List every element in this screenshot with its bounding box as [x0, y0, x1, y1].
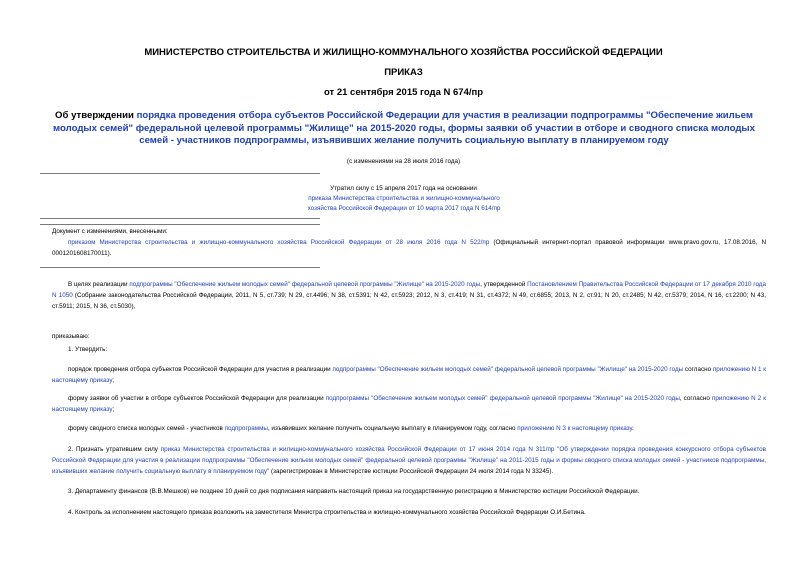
- item2-tail: (зарегистрирован в Министерстве юстиции Российской Федерации 24 июля 2014 года N 33245).: [269, 467, 554, 475]
- amendments-note: (с изменениями на 28 июля 2016 года): [346, 158, 461, 165]
- divider: [40, 224, 320, 225]
- sub2-tail: ;: [112, 405, 115, 413]
- sub3-mid: , изъявивших желание получить социальную выплату в планируемом году, согласно: [267, 425, 518, 432]
- subprogram-link[interactable]: подпрограммы "Обеспечение жильем молодых семей" федеральной целевой программы "Жилище" на 2015-2020 годы: [129, 281, 481, 288]
- title-link[interactable]: порядка проведения отбора субъектов Российской Федерации для участия в реализации подпрограммы "Обеспечение жильем молодых семей" федеральной целевой программы "Жилище" на 2015-2020 годы, формы заявки об участии в отборе и сводного списка молодых семей - участников подпрограммы, изъявивших желание получить социальную выплату в планируемом году: [53, 110, 755, 146]
- title-lead: Об утверждении: [55, 110, 137, 121]
- changes-label: Документ с изменениями, внесенными:: [52, 228, 168, 235]
- item-1-summary-list-form: [52, 424, 766, 435]
- item-1-procedure: [52, 365, 766, 387]
- order-word: приказываю:: [52, 333, 90, 340]
- divider: [40, 267, 320, 268]
- subprogram-link[interactable]: подпрограммы "Обеспечение жильем молодых семей" федеральной целевой программы "Жилище" на 2015-2020 годы: [325, 395, 680, 402]
- sub1-mid: согласно: [683, 366, 713, 373]
- preamble-tail: (Собрание законодательства Российской Федерации, 2011, N 5, ст.739; N 29, ст.4496; N 38, ст.5391; N 42, ст.5923; 2012, N 3, ст.419; N 31, ст.4372; N 49, ст.6855; 2013, N 2, ст.91; N 20, ст.2485; N 42, ст.5379; 2014, N 16, ст.2200; N 43, ст.5911; 2015, N 36, ст.5030),: [52, 291, 766, 310]
- preamble-mid: , утвержденной: [480, 281, 528, 288]
- document-type: ПРИКАЗ: [384, 67, 423, 78]
- repeal-order-link[interactable]: приказа Министерства строительства и жилищно-коммунального хозяйства Российской Федерации от 10 марта 2017 года N 614/пр: [307, 195, 501, 212]
- divider: [40, 173, 320, 174]
- repealed-order-link[interactable]: приказ Министерства строительства и жилищно-коммунального хозяйства Российской Федерации от 17 июня 2014 года N 311/пр "Об утверждении порядка проведения конкурсного отбора субъектов Российской Федерации для участия в реализации подпрограммы "Обеспечение жильем молодых семей" федеральной целевой программы "Жилище" на 2011-2015 годы и формы сводного списка молодых семей - участников подпрограммы, изъявивших желание получить социальную выплату в планируемом году": [52, 446, 766, 475]
- item-1-application-form: [52, 394, 766, 416]
- document-title: [40, 110, 768, 148]
- government-resolution-link[interactable]: Постановлением Правительства Российской Федерации от 17 декабря 2010 года N 1050: [52, 281, 766, 299]
- sub3-tail: .: [631, 425, 634, 432]
- subprogram-link[interactable]: подпрограммы: [224, 425, 268, 432]
- sub2-mid: , согласно: [679, 395, 712, 402]
- changes-tail: (Официальный интернет-портал правовой информации www.pravo.gov.ru, 17.08.2016, N 0001201608170011).: [52, 239, 766, 257]
- document-date: от 21 сентября 2015 года N 674/пр: [323, 87, 484, 98]
- changes-paragraph: [52, 238, 766, 260]
- ministry-name: МИНИСТЕРСТВО СТРОИТЕЛЬСТВА И ЖИЛИЩНО-КОММУНАЛЬНОГО ХОЗЯЙСТВА РОССИЙСКОЙ ФЕДЕРАЦИИ: [144, 47, 663, 58]
- sub2-lead: форму заявки об участии в отборе субъектов Российской Федерации для реализации: [68, 395, 326, 402]
- subprogram-link[interactable]: подпрограммы "Обеспечение жильем молодых семей" федеральной целевой программы "Жилище" на 2015-2020 годы: [332, 366, 684, 373]
- changes-order-link[interactable]: приказом Министерства строительства и жилищно-коммунального хозяйства Российской Федерации от 28 июля 2016 года N 522/пр: [68, 239, 490, 246]
- preamble-paragraph: [52, 280, 766, 312]
- appendix-3-link[interactable]: приложению N 3 к настоящему приказу: [517, 425, 632, 432]
- repeal-note: Утратил силу с 15 апреля 2017 года на основании: [330, 185, 477, 192]
- item-1: 1. Утвердить:: [68, 346, 108, 353]
- divider: [40, 218, 320, 219]
- sub3-lead: форму сводного списка молодых семей - участников: [68, 425, 225, 432]
- appendix-1-link[interactable]: приложению N 1 к настоящему приказу: [52, 366, 767, 384]
- item-3: 3. Департаменту финансов (В.В.Мешков) не позднее 10 дней со дня подписания направить настоящий приказ на государственную регистрацию в Министерство юстиции Российской Федерации.: [68, 488, 640, 495]
- sub1-lead: порядок проведения отбора субъектов Российской Федерации для участия в реализации: [68, 366, 333, 373]
- preamble-lead: В целях реализации: [68, 281, 130, 288]
- item-4: 4. Контроль за исполнением настоящего приказа возложить на заместителя Министра строительства и жилищно-коммунального хозяйства Российской Федерации О.И.Бетина.: [68, 509, 586, 516]
- repeal-link-wrap: [306, 194, 502, 214]
- sub1-tail: ;: [112, 376, 115, 384]
- item-2: [52, 445, 766, 477]
- appendix-2-link[interactable]: приложению N 2 к настоящему приказу: [52, 395, 767, 413]
- item2-lead: 2. Признать утратившим силу: [68, 446, 161, 453]
